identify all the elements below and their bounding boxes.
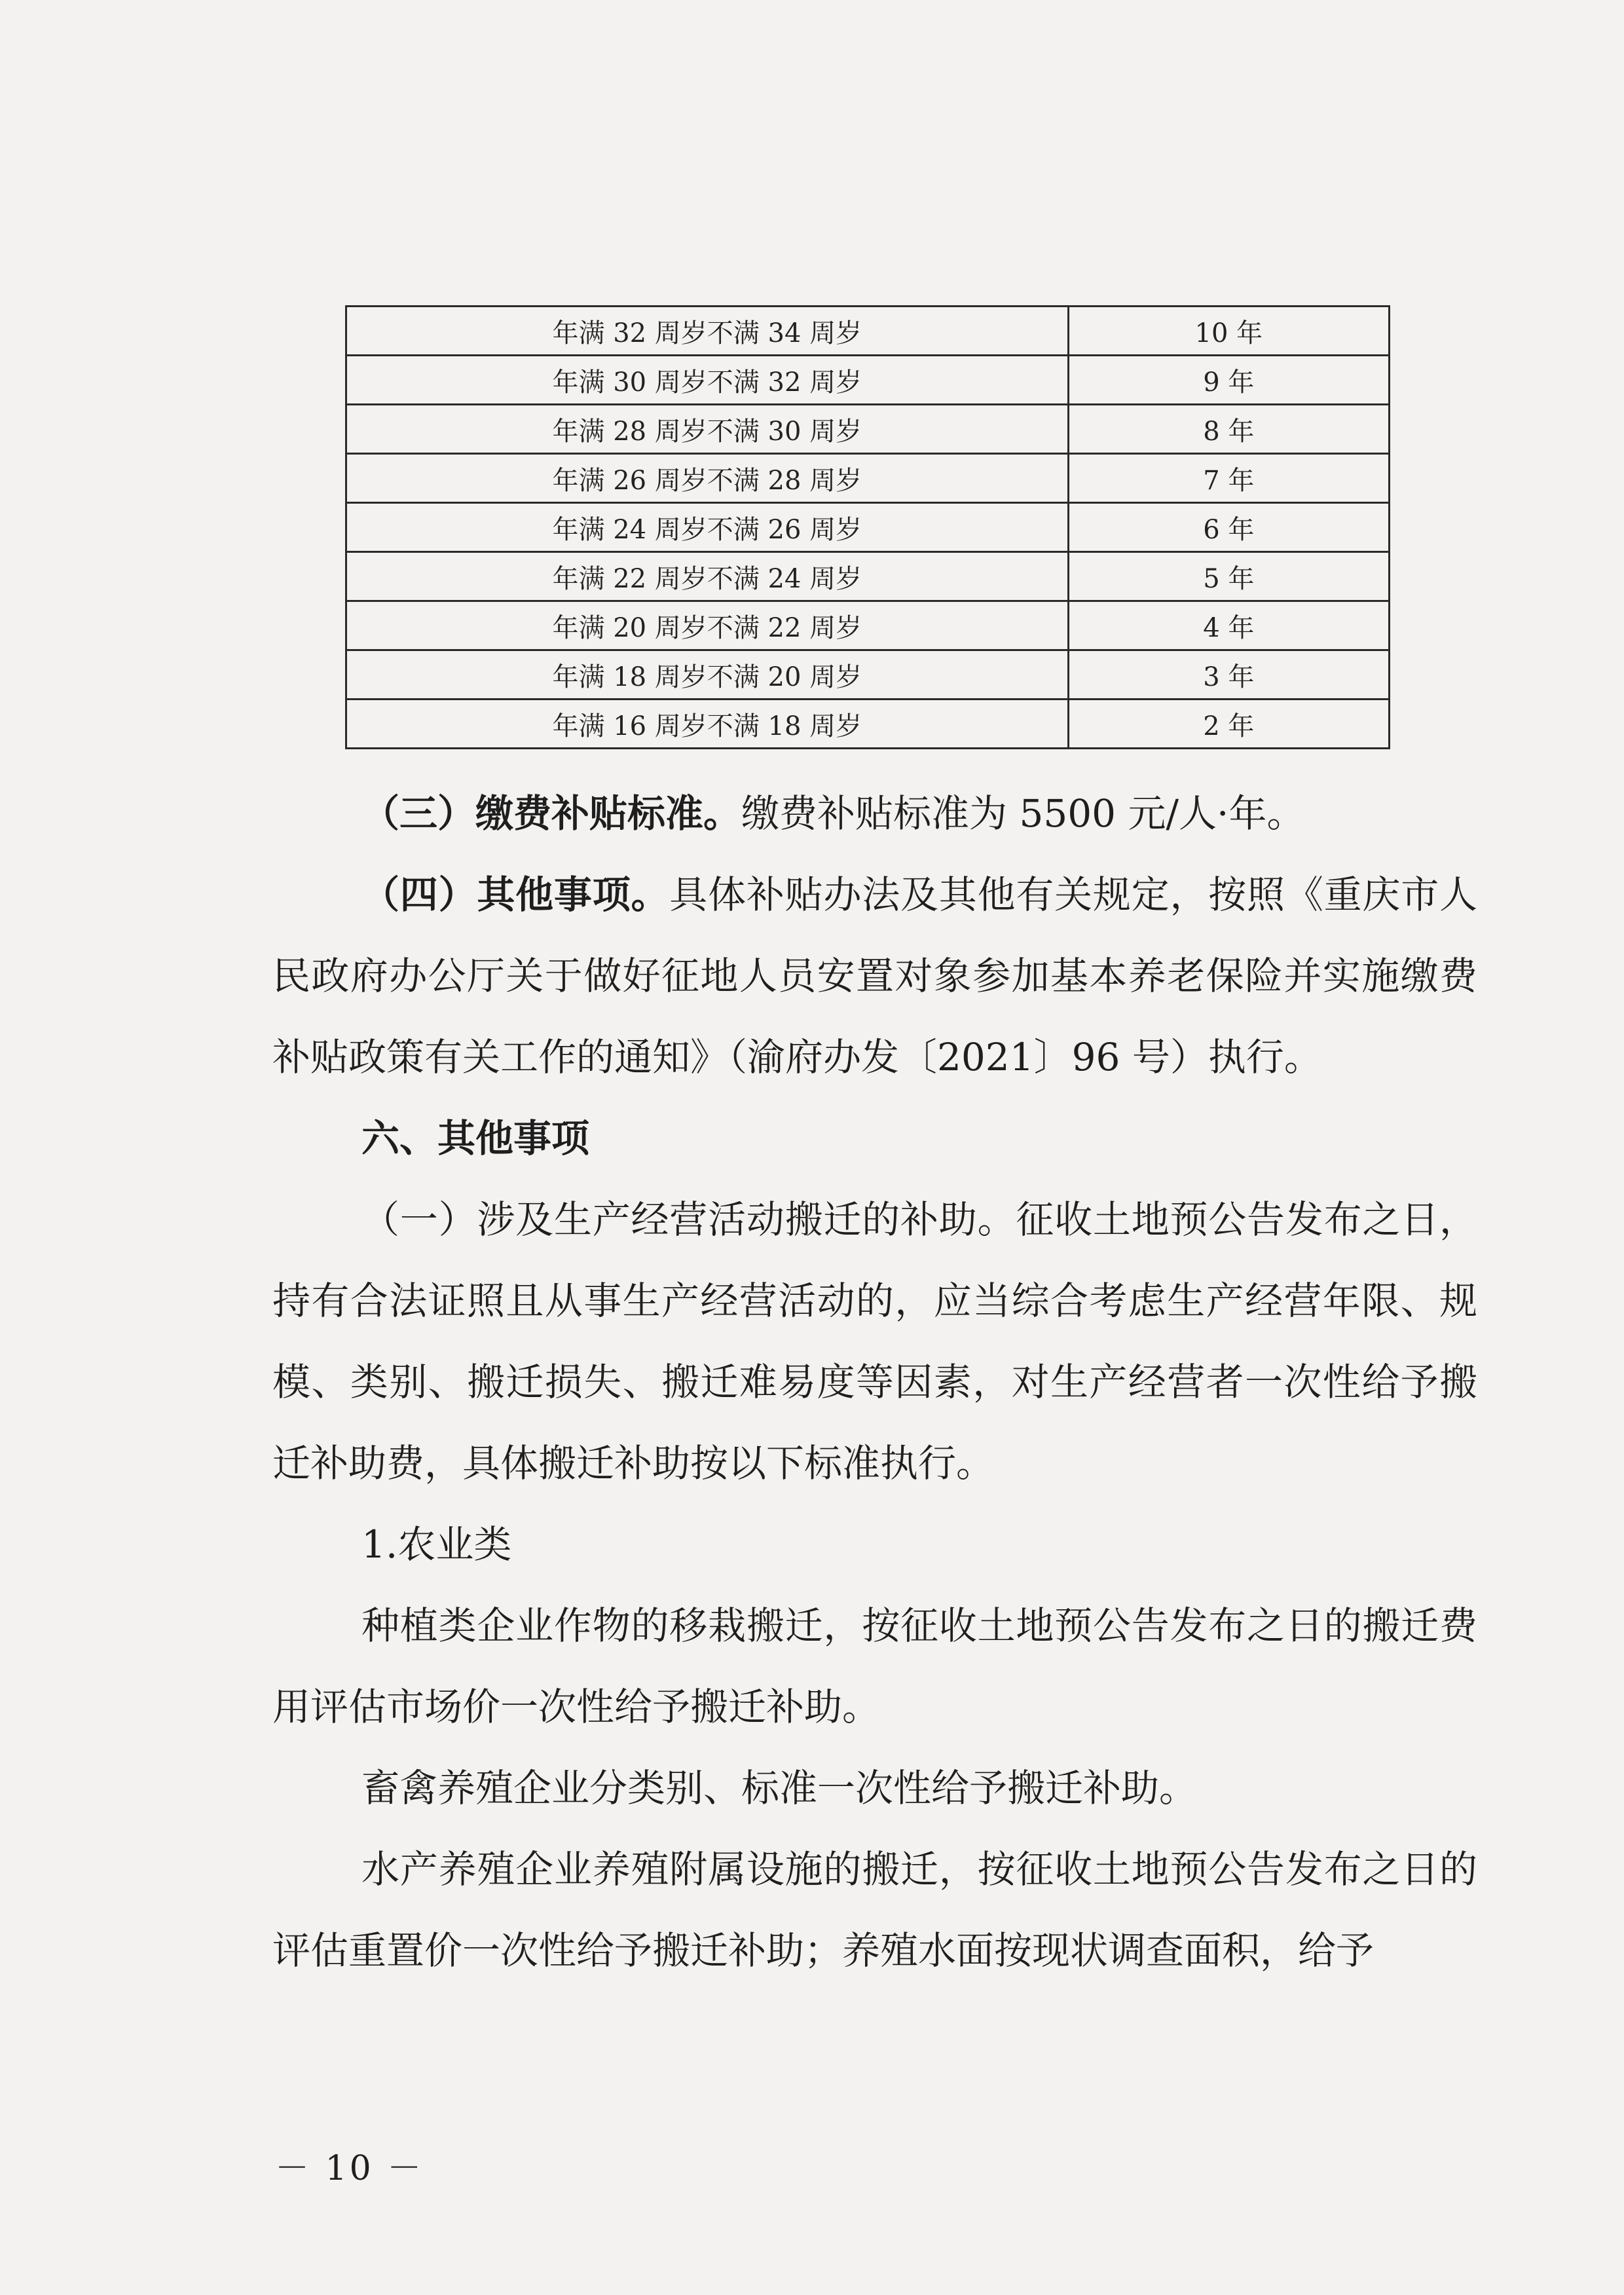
table-row — [346, 601, 1390, 650]
section-heading-six: 六、其他事项 — [361, 1116, 590, 1161]
table-row — [346, 650, 1390, 700]
other-items-label: （四）其他事项。 — [361, 872, 670, 917]
paragraph-livestock: 畜禽养殖企业分类别、标准一次性给予搬迁补助。 — [361, 1766, 1198, 1810]
age-years-table — [345, 305, 1390, 749]
agriculture-heading: 1.农业类 — [361, 1522, 512, 1567]
years-cell: 5 年 — [1068, 552, 1389, 601]
table-row — [346, 552, 1390, 601]
table-row — [346, 503, 1390, 552]
age-range-cell: 年满 28 周岁不满 30 周岁 — [346, 405, 1069, 454]
years-cell: 6 年 — [1068, 503, 1389, 552]
paragraph-planting: 种植类企业作物的移栽搬迁，按征收土地预公告发布之日的搬迁费用评估市场价一次性给予搬迁补助。 — [272, 1603, 1477, 1729]
table-row — [346, 307, 1390, 356]
body-text — [272, 773, 1477, 1991]
paragraph-subsidy-standard — [272, 773, 1477, 854]
age-range-cell: 年满 16 周岁不满 18 周岁 — [346, 700, 1069, 749]
age-range-cell: 年满 22 周岁不满 24 周岁 — [346, 552, 1069, 601]
years-cell: 2 年 — [1068, 700, 1389, 749]
age-range-cell: 年满 30 周岁不满 32 周岁 — [346, 356, 1069, 405]
table-row — [346, 356, 1390, 405]
paragraph-relocation: （一）涉及生产经营活动搬迁的补助。征收土地预公告发布之日，持有合法证照且从事生产经营活动的，应当综合考虑生产经营年限、规模、类别、搬迁损失、搬迁难易度等因素，对生产经营者一次性给予搬迁补助费，具体搬迁补助按以下标准执行。 — [272, 1197, 1477, 1485]
age-range-cell: 年满 26 周岁不满 28 周岁 — [346, 454, 1069, 503]
years-cell: 10 年 — [1068, 307, 1389, 356]
table-row — [346, 454, 1390, 503]
paragraph-other-items — [272, 854, 1477, 1098]
page-number: － 10 － — [275, 2149, 424, 2188]
age-range-cell: 年满 18 周岁不满 20 周岁 — [346, 650, 1069, 700]
age-range-cell: 年满 32 周岁不满 34 周岁 — [346, 307, 1069, 356]
years-cell: 4 年 — [1068, 601, 1389, 650]
years-cell: 7 年 — [1068, 454, 1389, 503]
years-cell: 8 年 — [1068, 405, 1389, 454]
subsidy-standard-text: 缴费补贴标准为 5500 元/人·年。 — [741, 791, 1305, 836]
other-items-text: 具体补贴办法及其他有关规定，按照《重庆市人民政府办公厅关于做好征地人员安置对象参加基本养老保险并实施缴费补贴政策有关工作的通知》（渝府办发〔2021〕96 号）执行。 — [272, 872, 1477, 1079]
subsidy-standard-label: （三）缴费补贴标准。 — [361, 791, 742, 836]
paragraph-aquaculture: 水产养殖企业养殖附属设施的搬迁，按征收土地预公告发布之日的评估重置价一次性给予搬迁补助；养殖水面按现状调查面积，给予 — [272, 1847, 1477, 1973]
table-row — [346, 405, 1390, 454]
table-row — [346, 700, 1390, 749]
age-range-cell: 年满 20 周岁不满 22 周岁 — [346, 601, 1069, 650]
age-range-cell: 年满 24 周岁不满 26 周岁 — [346, 503, 1069, 552]
years-cell: 3 年 — [1068, 650, 1389, 700]
years-cell: 9 年 — [1068, 356, 1389, 405]
